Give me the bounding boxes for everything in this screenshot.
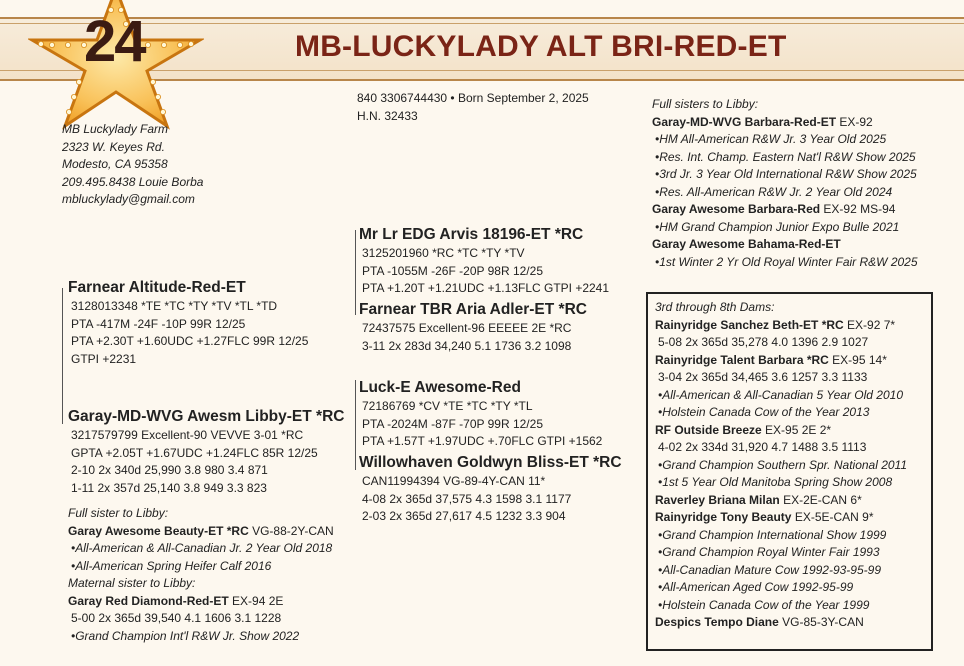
- sister-note: •HM All-American R&W Jr. 3 Year Old 2025: [655, 132, 887, 146]
- dam-entry-name: Rainyridge Sanchez Beth-ET *RC: [655, 317, 844, 332]
- sire-sire-line: PTA +1.20T +1.21UDC +1.13FLC GTPI +2241: [362, 281, 610, 295]
- dam-entry-note: •Grand Champion Royal Winter Fair 1993: [658, 545, 880, 559]
- dam-sire-block: [359, 379, 602, 451]
- animal-id-block: [357, 90, 589, 125]
- sister-class: EX-92 MS-94: [823, 202, 896, 216]
- sister-name: Garay Awesome Bahama-Red-ET: [652, 237, 841, 251]
- sister-note: •1st Winter 2 Yr Old Royal Winter Fair R&W 2025: [655, 254, 918, 269]
- sire-dam-block: [359, 301, 587, 355]
- dam-entry-note: •All-American Aged Cow 1992-95-99: [658, 580, 854, 594]
- dam-sire-line: PTA -2024M -87F -70P 99R 12/25: [362, 416, 543, 431]
- full-sister-note: •All-American & All-Canadian Jr. 2 Year Old 2018: [71, 541, 333, 555]
- full-sisters-label: Full sisters to Libby:: [652, 97, 759, 111]
- dam-entry-class: EX-5E-CAN 9*: [794, 510, 874, 524]
- dam-entry-name: Rainyridge Talent Barbara *RC: [655, 352, 829, 367]
- full-sisters-block: [652, 96, 952, 271]
- sister-name: Garay Awesome Barbara-Red: [652, 202, 821, 216]
- dam-family-block: [68, 505, 348, 645]
- dam-entry-note: •Holstein Canada Cow of the Year 1999: [658, 597, 870, 612]
- full-sister-label: Full sister to Libby:: [68, 506, 169, 520]
- sire-line: PTA -417M -24F -10P 99R 12/25: [71, 316, 246, 331]
- animal-id-line: 840 3306744430 • Born September 2, 2025: [357, 91, 589, 105]
- sister-note: •3rd Jr. 3 Year Old International R&W Show 2025: [655, 167, 917, 181]
- pedigree-line-sire: [355, 230, 356, 315]
- dam-entry-note: •All-American & All-Canadian 5 Year Old 2010: [658, 387, 903, 402]
- lot-number: 24: [84, 9, 145, 74]
- dam-entry-name: Raverley Briana Milan: [655, 492, 780, 507]
- dams-label: 3rd through 8th Dams:: [655, 300, 775, 314]
- owner-line: Modesto, CA 95358: [62, 157, 168, 171]
- sire-sire-line: PTA -1055M -26F -20P 98R 12/25: [362, 263, 543, 278]
- owner-line: 209.495.8438 Louie Borba: [62, 174, 204, 189]
- dam-entry-note: •1st 5 Year Old Manitoba Spring Show 2008: [658, 475, 893, 489]
- full-sister-name: Garay Awesome Beauty-ET *RC: [68, 523, 249, 538]
- sire-line: GTPI +2231: [71, 351, 137, 366]
- dam-sire-line: PTA +1.57T +1.97UDC +.70FLC GTPI +1562: [362, 434, 603, 448]
- dam-entry-class: EX-95 14*: [832, 352, 887, 367]
- sire-block: [68, 279, 308, 368]
- sister-note: •Res. All-American R&W Jr. 2 Year Old 2024: [655, 184, 893, 199]
- sister-name: Garay-MD-WVG Barbara-Red-ET: [652, 114, 837, 129]
- sister-note: •HM Grand Champion Junior Expo Bulle 2021: [655, 219, 900, 234]
- dam-entry-record: 5-08 2x 365d 35,278 4.0 1396 2.9 1027: [658, 335, 869, 349]
- owner-block: [62, 121, 203, 209]
- dam-dam-name: Willowhaven Goldwyn Bliss-ET *RC: [359, 454, 622, 471]
- maternal-sister-note: •Grand Champion Int'l R&W Jr. Show 2022: [71, 628, 300, 643]
- sire-sire-line: 3125201960 *RC *TC *TY *TV: [362, 246, 525, 260]
- full-sister-class: VG-88-2Y-CAN: [252, 523, 334, 538]
- dam-line: 2-10 2x 340d 25,990 3.8 980 3.4 871: [71, 463, 268, 477]
- page-title: MB-LUCKYLADY ALT BRI-RED-ET: [295, 30, 787, 63]
- dam-line: 1-11 2x 357d 25,140 3.8 949 3.3 823: [71, 480, 267, 495]
- full-sister-note: •All-American Spring Heifer Calf 2016: [71, 558, 272, 573]
- sire-line: PTA +2.30T +1.60UDC +1.27FLC 99R 12/25: [71, 334, 309, 348]
- dam-dam-line: CAN11994394 VG-89-4Y-CAN 11*: [362, 474, 546, 488]
- maternal-sister-name: Garay Red Diamond-Red-ET: [68, 593, 229, 608]
- dam-entry-note: •Holstein Canada Cow of the Year 2013: [658, 405, 870, 419]
- dam-entry-class: EX-2E-CAN 6*: [783, 492, 862, 507]
- sire-dam-line: 3-11 2x 283d 34,240 5.1 1736 3.2 1098: [362, 338, 572, 353]
- owner-line: MB Luckylady Farm: [62, 122, 169, 136]
- dam-dam-block: [359, 454, 622, 526]
- dam-entry-class: EX-92 7*: [847, 317, 896, 332]
- dam-entry-record: 3-04 2x 365d 34,465 3.6 1257 3.3 1133: [658, 370, 868, 384]
- dam-entry-class: VG-85-3Y-CAN: [782, 615, 864, 629]
- sister-note: •Res. Int. Champ. Eastern Nat'l R&W Show 2025: [655, 149, 916, 164]
- dam-dam-line: 4-08 2x 365d 37,575 4.3 1598 3.1 1177: [362, 491, 572, 506]
- dam-entry-record: 4-02 2x 334d 31,920 4.7 1488 3.5 1113: [658, 440, 867, 454]
- dam-line: 3217579799 Excellent-90 VEVVE 3-01 *RC: [71, 428, 304, 442]
- sire-sire-name: Mr Lr EDG Arvis 18196-ET *RC: [359, 226, 584, 243]
- sister-class: EX-92: [839, 114, 873, 129]
- hn-line: H.N. 32433: [357, 108, 418, 123]
- dam-line: GPTA +2.05T +1.67UDC +1.24FLC 85R 12/25: [71, 445, 318, 460]
- dam-sire-name: Luck-E Awesome-Red: [359, 379, 521, 396]
- dams-list: [655, 299, 930, 632]
- dam-entry-note: •All-Canadian Mature Cow 1992-93-95-99: [658, 562, 881, 577]
- owner-line: 2323 W. Keyes Rd.: [62, 139, 165, 154]
- sire-name: Farnear Altitude-Red-ET: [68, 279, 246, 296]
- dam-entry-note: •Grand Champion Southern Spr. National 2011: [658, 457, 908, 472]
- sire-dam-name: Farnear TBR Aria Adler-ET *RC: [359, 301, 587, 318]
- dam-entry-note: •Grand Champion International Show 1999: [658, 527, 887, 542]
- sire-sire-block: [359, 226, 609, 298]
- dam-entry-class: EX-95 2E 2*: [765, 422, 832, 437]
- dam-block: [68, 408, 344, 497]
- dam-sire-line: 72186769 *CV *TE *TC *TY *TL: [362, 399, 533, 413]
- pedigree-line-dam: [355, 380, 356, 470]
- dam-dam-line: 2-03 2x 365d 27,617 4.5 1232 3.3 904: [362, 509, 566, 523]
- maternal-sister-label: Maternal sister to Libby:: [68, 576, 196, 590]
- pedigree-line-sire-dam: [62, 288, 63, 424]
- dam-name: Garay-MD-WVG Awesm Libby-ET *RC: [68, 408, 345, 425]
- sire-dam-line: 72437575 Excellent-96 EEEEE 2E *RC: [362, 321, 572, 335]
- maternal-sister-record: 5-00 2x 365d 39,540 4.1 1606 3.1 1228: [71, 611, 282, 625]
- sire-line: 3128013348 *TE *TC *TY *TV *TL *TD: [71, 299, 278, 313]
- dam-entry-name: Despics Tempo Diane: [655, 615, 779, 629]
- dam-entry-name: RF Outside Breeze: [655, 422, 762, 437]
- maternal-sister-class: EX-94 2E: [232, 593, 284, 608]
- owner-email: mbluckylady@gmail.com: [62, 192, 195, 206]
- dam-entry-name: Rainyridge Tony Beauty: [655, 510, 792, 524]
